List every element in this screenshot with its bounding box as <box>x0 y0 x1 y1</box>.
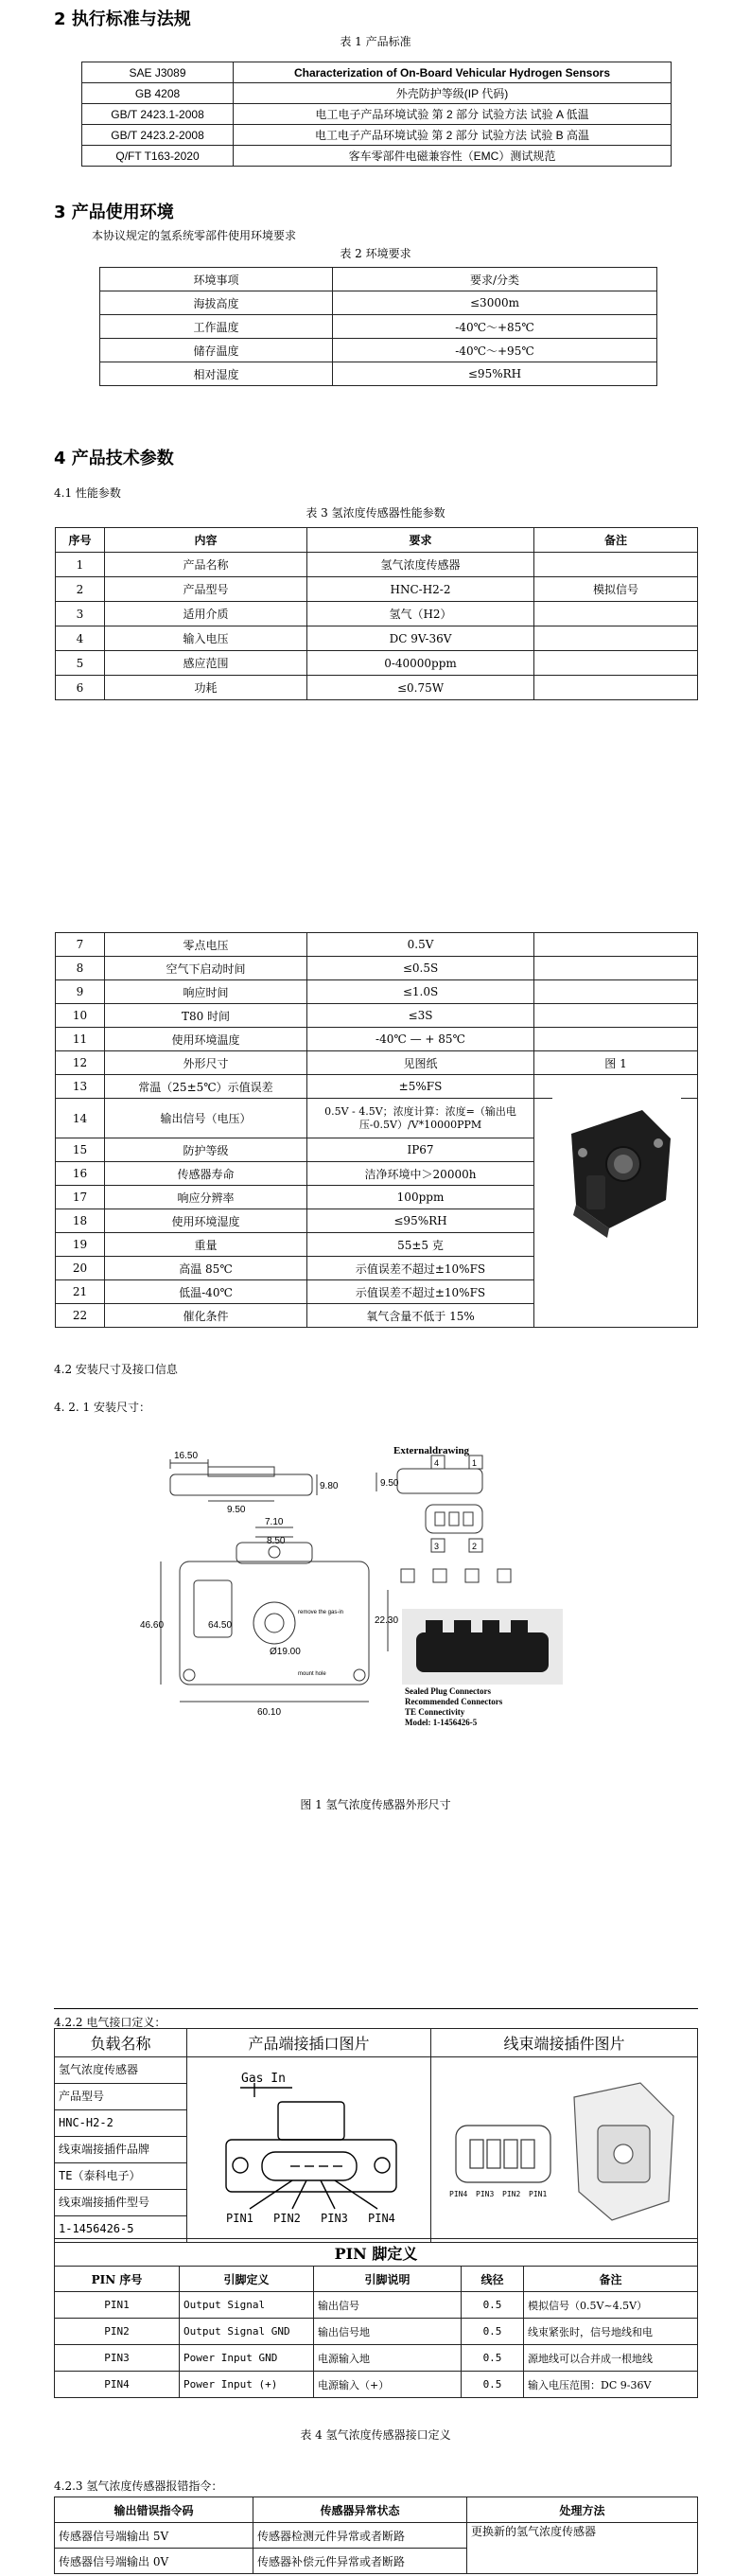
perf-header-no: 序号 <box>56 528 105 553</box>
perf-n: 4 <box>56 626 105 651</box>
dim-19-00: Ø19.00 <box>270 1647 301 1657</box>
standards-table <box>81 62 672 167</box>
connector-line-3: TE Connectivity <box>405 1707 465 1717</box>
fault-state: 传感器检测元件异常或者断路 <box>253 2523 467 2549</box>
pin-note: 源地线可以合并成一根地线 <box>524 2345 698 2372</box>
table-row <box>82 125 672 146</box>
perf-header-item: 内容 <box>105 528 307 553</box>
table3-caption: 表 3 氢浓度传感器性能参数 <box>306 506 445 520</box>
standard-code: GB/T 2423.2-2008 <box>82 125 234 146</box>
dim-9-80: 9.80 <box>320 1481 339 1491</box>
perf-req: 示值误差不超过±10%FS <box>307 1280 534 1304</box>
iface-harness-cell <box>431 2057 698 2243</box>
perf-item: 感应范围 <box>105 651 307 676</box>
fault-header: 传感器异常状态 <box>253 2497 467 2523</box>
section-4-title: 4 产品技术参数 <box>54 449 174 468</box>
env-requirement: -40℃～+95℃ <box>333 339 657 362</box>
pin-desc: 输出信号 <box>314 2292 462 2319</box>
table-row <box>82 146 672 167</box>
pin-def: Output Signal GND <box>180 2319 314 2345</box>
perf-n: 16 <box>56 1162 105 1186</box>
env-header-req: 要求/分类 <box>333 268 657 291</box>
perf-n: 18 <box>56 1209 105 1233</box>
table-row <box>82 104 672 125</box>
dim-60-10: 60.10 <box>257 1707 282 1718</box>
outline-drawing <box>140 1445 605 1741</box>
pin-label-1: 1 <box>472 1458 478 1468</box>
perf-note <box>534 553 698 577</box>
perf-note: 模拟信号 <box>534 577 698 602</box>
pin-header: PIN 序号 <box>55 2267 180 2292</box>
iface-left-line: HNC-H2-2 <box>55 2110 186 2137</box>
perf-header-note: 备注 <box>534 528 698 553</box>
perf-req: HNC-H2-2 <box>307 577 534 602</box>
env-requirement: ≤3000m <box>333 291 657 315</box>
perf-req: ≤3S <box>307 1004 534 1028</box>
perf-req: ≤0.75W <box>307 676 534 700</box>
perf-req: ±5%FS <box>307 1075 534 1099</box>
perf-note <box>534 651 698 676</box>
table-row <box>56 957 698 980</box>
perf-item: 输出信号（电压） <box>105 1099 307 1138</box>
section-3-intro: 本协议规定的氢系统零部件使用环境要求 <box>92 229 297 242</box>
standard-description: 电工电子产品环境试验 第 2 部分 试验方法 试验 A 低温 <box>234 104 672 125</box>
standard-code: Q/FT T163-2020 <box>82 146 234 167</box>
table-row <box>55 2345 698 2372</box>
perf-n: 19 <box>56 1233 105 1257</box>
connector-line-4: Model: 1-1456426-5 <box>405 1718 478 1727</box>
dim-9-50-a: 9.50 <box>227 1505 246 1515</box>
pin-label-2: 2 <box>472 1542 478 1551</box>
perf-item: 高温 85℃ <box>105 1257 307 1280</box>
pin-note: 输入电压范围：DC 9-36V <box>524 2372 698 2398</box>
perf-item: 低温-40℃ <box>105 1280 307 1304</box>
interface-header-table <box>54 2028 698 2243</box>
iface-header-load: 负载名称 <box>55 2029 187 2057</box>
drawing-note-mount: mount hole <box>298 1671 326 1677</box>
perf-req: ≤0.5S <box>307 957 534 980</box>
figure1-caption: 图 1 氢气浓度传感器外形尺寸 <box>300 1798 451 1811</box>
perf-item: 零点电压 <box>105 933 307 957</box>
standard-code: GB 4208 <box>82 83 234 104</box>
pin-wire: 0.5 <box>462 2345 524 2372</box>
perf-req: 氧气含量不低于 15% <box>307 1304 534 1328</box>
env-requirement: ≤95%RH <box>333 362 657 386</box>
table-row <box>82 83 672 104</box>
table-row <box>56 1051 698 1075</box>
pin-def: Power Input GND <box>180 2345 314 2372</box>
dim-22-30: 22.30 <box>375 1615 399 1626</box>
pin4-label: PIN4 <box>367 2212 395 2225</box>
pin-pin: PIN1 <box>55 2292 180 2319</box>
table-row <box>55 2292 698 2319</box>
perf-req: IP67 <box>307 1138 534 1162</box>
pin2-label: PIN2 <box>272 2212 301 2225</box>
perf-item: 产品型号 <box>105 577 307 602</box>
table-row <box>56 577 698 602</box>
standard-description: Characterization of On-Board Vehicular Hydrogen Sensors <box>234 62 672 83</box>
dim-46-60: 46.60 <box>140 1620 165 1631</box>
perf-req: 示值误差不超过±10%FS <box>307 1257 534 1280</box>
pin-header: 线径 <box>462 2267 524 2292</box>
table-row <box>56 676 698 700</box>
iface-left-line: 氢气浓度传感器 <box>55 2057 186 2084</box>
table-row <box>56 1075 698 1099</box>
pin-pin: PIN4 <box>55 2372 180 2398</box>
table-row <box>56 1028 698 1051</box>
iface-product-cell <box>187 2057 431 2243</box>
environment-table <box>99 267 657 386</box>
perf-item: 使用环境温度 <box>105 1028 307 1051</box>
harness-pin2-label: PIN2 <box>501 2190 520 2198</box>
perf-n: 9 <box>56 980 105 1004</box>
fault-state: 传感器补偿元件异常或者断路 <box>253 2549 467 2574</box>
perf-item: 使用环境湿度 <box>105 1209 307 1233</box>
pin-table-title: PIN 脚定义 <box>55 2239 698 2267</box>
perf-n: 20 <box>56 1257 105 1280</box>
perf-note <box>534 1075 698 1099</box>
perf-req: DC 9V-36V <box>307 626 534 651</box>
perf-n: 17 <box>56 1186 105 1209</box>
perf-item: 常温（25±5℃）示值误差 <box>105 1075 307 1099</box>
perf-req: 氢气（H2） <box>307 602 534 626</box>
perf-n: 6 <box>56 676 105 700</box>
perf-note <box>534 1028 698 1051</box>
fault-header: 输出错误指令码 <box>55 2497 253 2523</box>
perf-item: 功耗 <box>105 676 307 700</box>
subsection-4-2-3: 4.2.3 氢气浓度传感器报错指令： <box>54 2479 223 2493</box>
perf-n: 8 <box>56 957 105 980</box>
harness-connector-drawing <box>432 2059 697 2237</box>
table4-caption: 表 4 氢气浓度传感器接口定义 <box>300 2428 451 2442</box>
perf-item: 产品名称 <box>105 553 307 577</box>
table-row <box>100 291 657 315</box>
table-row <box>100 315 657 339</box>
perf-item: 防护等级 <box>105 1138 307 1162</box>
perf-req: ≤1.0S <box>307 980 534 1004</box>
subsection-4-2: 4.2 安装尺寸及接口信息 <box>54 1363 178 1376</box>
standard-description: 外壳防护等级(IP 代码) <box>234 83 672 104</box>
perf-item: 重量 <box>105 1233 307 1257</box>
env-header-item: 环境事项 <box>100 268 333 291</box>
subsection-4-2-1: 4. 2. 1 安装尺寸： <box>54 1401 150 1414</box>
perf-item: 适用介质 <box>105 602 307 626</box>
env-item: 工作温度 <box>100 315 333 339</box>
perf-req: 氢气浓度传感器 <box>307 553 534 577</box>
perf-note <box>534 933 698 957</box>
pin1-label: PIN1 <box>225 2212 253 2225</box>
perf-item: 外形尺寸 <box>105 1051 307 1075</box>
perf-n: 7 <box>56 933 105 957</box>
perf-req: 洁净环境中＞20000h <box>307 1162 534 1186</box>
dim-7-10: 7.10 <box>265 1517 284 1527</box>
pin-label-3: 3 <box>434 1542 440 1551</box>
perf-item: 输入电压 <box>105 626 307 651</box>
pin-desc: 电源输入（+） <box>314 2372 462 2398</box>
perf-req: ≤95%RH <box>307 1209 534 1233</box>
iface-left-line: 1-1456426-5 <box>59 2222 134 2235</box>
perf-note <box>534 676 698 700</box>
perf-n: 21 <box>56 1280 105 1304</box>
perf-n: 15 <box>56 1138 105 1162</box>
pin-desc: 电源输入地 <box>314 2345 462 2372</box>
dim-8-50: 8.50 <box>267 1536 286 1546</box>
pin-pin: PIN2 <box>55 2319 180 2345</box>
perf-item: 响应分辨率 <box>105 1186 307 1209</box>
dim-9-50-b: 9.50 <box>380 1478 399 1489</box>
perf-n: 12 <box>56 1051 105 1075</box>
pin-note: 模拟信号（0.5V~4.5V） <box>524 2292 698 2319</box>
fault-header: 处理方法 <box>467 2497 698 2523</box>
pin-header: 备注 <box>524 2267 698 2292</box>
perf-req: 0.5V <box>307 933 534 957</box>
table-row <box>56 553 698 577</box>
perf-req: 0-40000ppm <box>307 651 534 676</box>
table-row <box>56 651 698 676</box>
table-row <box>82 62 672 83</box>
harness-pin1-label: PIN1 <box>528 2190 547 2198</box>
perf-req: 0.5V - 4.5V；浓度计算：浓度=（输出电压-0.5V）/V*10000PPM <box>307 1099 534 1138</box>
fault-code: 传感器信号端输出 5V <box>55 2523 253 2549</box>
pin-def: Power Input (+) <box>180 2372 314 2398</box>
section-3-title: 3 产品使用环境 <box>54 203 174 222</box>
perf-n: 11 <box>56 1028 105 1051</box>
pin-wire: 0.5 <box>462 2292 524 2319</box>
standard-code: GB/T 2423.1-2008 <box>82 104 234 125</box>
fault-fix: 更换新的氢气浓度传感器 <box>467 2523 698 2574</box>
section-2-title: 2 执行标准与法规 <box>54 9 191 29</box>
standard-code: SAE J3089 <box>82 62 234 83</box>
table-row <box>56 626 698 651</box>
dim-16-50: 16.50 <box>174 1451 199 1461</box>
perf-n: 2 <box>56 577 105 602</box>
standard-description: 电工电子产品环境试验 第 2 部分 试验方法 试验 B 高温 <box>234 125 672 146</box>
perf-n: 3 <box>56 602 105 626</box>
standard-description: 客车零部件电磁兼容性（EMC）测试规范 <box>234 146 672 167</box>
iface-left-line: 线束端接插件型号 <box>55 2190 186 2216</box>
harness-pin3-label: PIN3 <box>475 2190 494 2198</box>
perf-req: 见图纸 <box>307 1051 534 1075</box>
table-row <box>55 2523 698 2549</box>
iface-header-product: 产品端接插口图片 <box>187 2029 431 2057</box>
connector-line-1: Sealed Plug Connectors <box>405 1686 491 1696</box>
table-row <box>56 1004 698 1028</box>
perf-note: 图 1 <box>534 1051 698 1075</box>
connector-line-2: Recommended Connectors <box>405 1697 503 1706</box>
drawing-note-gas: remove the gas-in <box>298 1610 344 1615</box>
pin-label-4: 4 <box>434 1458 440 1468</box>
perf-item: 响应时间 <box>105 980 307 1004</box>
table-row <box>55 2372 698 2398</box>
perf-n: 10 <box>56 1004 105 1028</box>
perf-n: 22 <box>56 1304 105 1328</box>
perf-note <box>534 602 698 626</box>
perf-item: T80 时间 <box>105 1004 307 1028</box>
iface-left-line: TE（泰科电子） <box>55 2163 186 2190</box>
perf-note <box>534 957 698 980</box>
perf-n: 1 <box>56 553 105 577</box>
pin-header: 引脚说明 <box>314 2267 462 2292</box>
fault-code-table <box>54 2497 698 2574</box>
perf-req: 100ppm <box>307 1186 534 1209</box>
perf-note <box>534 626 698 651</box>
table2-caption: 表 2 环境要求 <box>340 247 411 260</box>
perf-req: 55±5 克 <box>307 1233 534 1257</box>
sensor-photo <box>552 1096 681 1242</box>
product-connector-drawing <box>188 2059 430 2237</box>
perf-note <box>534 980 698 1004</box>
gas-in-label: Gas In <box>240 2072 286 2086</box>
perf-req: -40℃ — + 85℃ <box>307 1028 534 1051</box>
performance-table-part1 <box>55 527 698 700</box>
dim-64-50: 64.50 <box>208 1620 233 1631</box>
pin-note: 线束紧张时，信号地线和电 <box>524 2319 698 2345</box>
pin-def: Output Signal <box>180 2292 314 2319</box>
perf-n: 5 <box>56 651 105 676</box>
pin-desc: 输出信号地 <box>314 2319 462 2345</box>
perf-header-req: 要求 <box>307 528 534 553</box>
perf-item: 传感器寿命 <box>105 1162 307 1186</box>
env-item: 相对湿度 <box>100 362 333 386</box>
table-row <box>100 362 657 386</box>
table-row <box>56 602 698 626</box>
perf-n: 13 <box>56 1075 105 1099</box>
perf-item: 空气下启动时间 <box>105 957 307 980</box>
table-row <box>56 933 698 957</box>
pin-pin: PIN3 <box>55 2345 180 2372</box>
harness-pin4-label: PIN4 <box>448 2190 467 2198</box>
pin-definition-table <box>54 2238 698 2398</box>
pin-wire: 0.5 <box>462 2372 524 2398</box>
perf-note <box>534 1004 698 1028</box>
table1-caption: 表 1 产品标准 <box>340 35 411 48</box>
iface-left-line: 线束端接插件品牌 <box>55 2137 186 2163</box>
iface-left-line: 产品型号 <box>55 2084 186 2110</box>
pin-wire: 0.5 <box>462 2319 524 2345</box>
table-row <box>55 2319 698 2345</box>
iface-header-harness: 线束端接插件图片 <box>431 2029 698 2057</box>
subsection-4-2-2: 4.2.2 电气接口定义： <box>54 2016 166 2029</box>
env-item: 海拔高度 <box>100 291 333 315</box>
subsection-4-1: 4.1 性能参数 <box>54 486 121 500</box>
iface-left-cell <box>55 2057 187 2243</box>
env-item: 储存温度 <box>100 339 333 362</box>
fault-code: 传感器信号端输出 0V <box>55 2549 253 2574</box>
drawing-title: Externaldrawing <box>393 1445 470 1456</box>
perf-item: 催化条件 <box>105 1304 307 1328</box>
pin-header: 引脚定义 <box>180 2267 314 2292</box>
perf-n: 14 <box>56 1099 105 1138</box>
table-row <box>100 339 657 362</box>
table-row <box>56 980 698 1004</box>
env-requirement: -40℃～+85℃ <box>333 315 657 339</box>
pin3-label: PIN3 <box>320 2212 348 2225</box>
